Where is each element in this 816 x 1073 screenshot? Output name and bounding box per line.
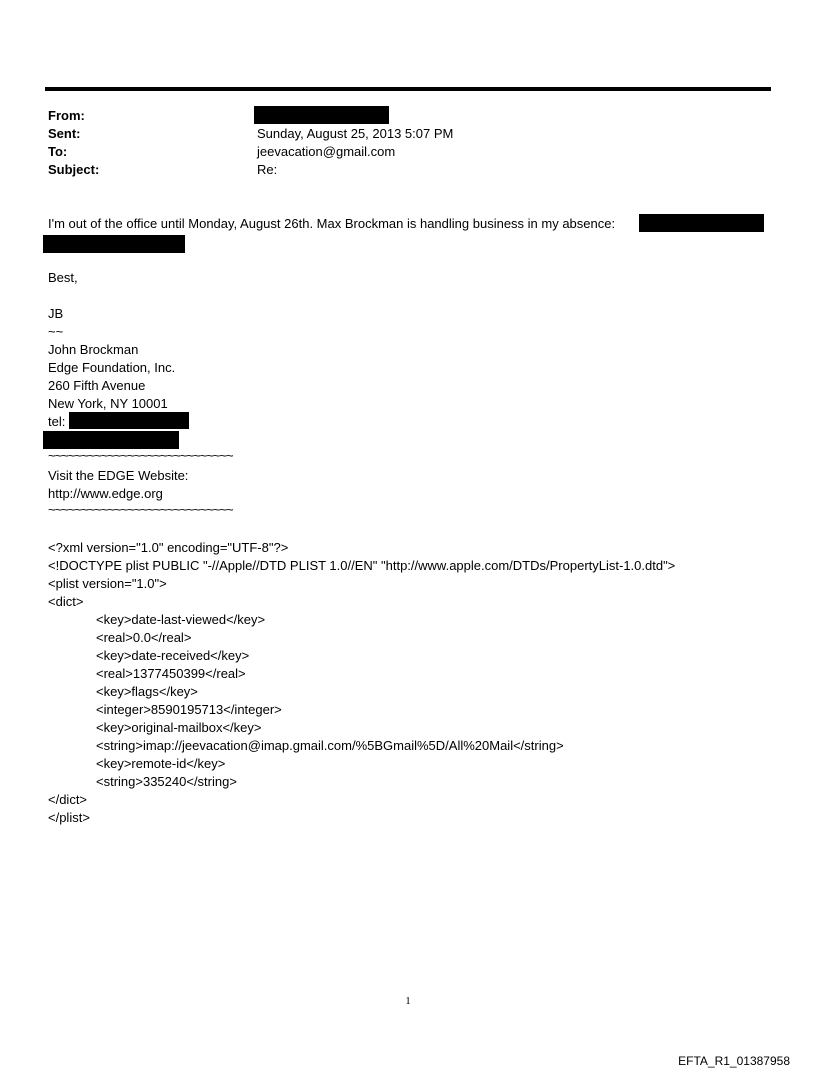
plist-entry: <string>imap://jeevacation@imap.gmail.com/%5BGmail%5D/All%20Mail</string>	[96, 738, 564, 753]
plist-close-tag: </plist>	[48, 810, 90, 825]
plist-entry: <real>1377450399</real>	[96, 666, 246, 681]
signature-name: John Brockman	[48, 342, 139, 357]
bates-number: EFTA_R1_01387958	[678, 1054, 790, 1068]
closing-text: Best,	[48, 270, 78, 285]
tilde-divider-bottom: ~~~~~~~~~~~~~~~~~~~~~~~~~~~~	[48, 502, 233, 517]
dict-close-tag: </dict>	[48, 792, 88, 807]
plist-entry: <real>0.0</real>	[96, 630, 192, 645]
subject-value: Re:	[257, 162, 278, 177]
plist-entry: <key>original-mailbox</key>	[96, 720, 262, 735]
header-rule	[45, 87, 771, 91]
visit-edge-text: Visit the EDGE Website:	[48, 468, 189, 483]
subject-label: Subject:	[48, 162, 100, 177]
doctype-line: <!DOCTYPE plist PUBLIC "-//Apple//DTD PLIST 1.0//EN" "http://www.apple.com/DTDs/PropertyList-1.0.dtd">	[48, 558, 676, 573]
from-label: From:	[48, 108, 85, 123]
tilde-divider-top: ~~~~~~~~~~~~~~~~~~~~~~~~~~~~	[48, 448, 233, 463]
plist-entry: <string>335240</string>	[96, 774, 237, 789]
plist-open-tag: <plist version="1.0">	[48, 576, 167, 591]
xml-declaration: <?xml version="1.0" encoding="UTF-8"?>	[48, 540, 289, 555]
dict-open-tag: <dict>	[48, 594, 84, 609]
plist-entry: <key>remote-id</key>	[96, 756, 226, 771]
plist-entry: <key>flags</key>	[96, 684, 198, 699]
signature-tel-label: tel:	[48, 414, 66, 429]
redacted-tel-1	[69, 412, 189, 429]
signature-separator: ~~	[48, 324, 64, 339]
to-label: To:	[48, 144, 68, 159]
redacted-contact-2	[43, 235, 185, 253]
sent-value: Sunday, August 25, 2013 5:07 PM	[257, 126, 454, 141]
plist-entry: <key>date-received</key>	[96, 648, 250, 663]
plist-entry: <key>date-last-viewed</key>	[96, 612, 266, 627]
page-number: 1	[405, 995, 411, 1007]
edge-url-link[interactable]: http://www.edge.org	[48, 486, 163, 501]
signature-city: New York, NY 10001	[48, 396, 168, 411]
sent-label: Sent:	[48, 126, 81, 141]
signature-street: 260 Fifth Avenue	[48, 378, 146, 393]
initials-text: JB	[48, 306, 64, 321]
plist-entry: <integer>8590195713</integer>	[96, 702, 282, 717]
redacted-from-value	[254, 106, 389, 124]
signature-org: Edge Foundation, Inc.	[48, 360, 176, 375]
to-value: jeevacation@gmail.com	[257, 144, 396, 159]
redacted-contact-1	[639, 214, 764, 232]
out-of-office-text: I'm out of the office until Monday, August 26th. Max Brockman is handling business in my absence:	[48, 216, 616, 231]
